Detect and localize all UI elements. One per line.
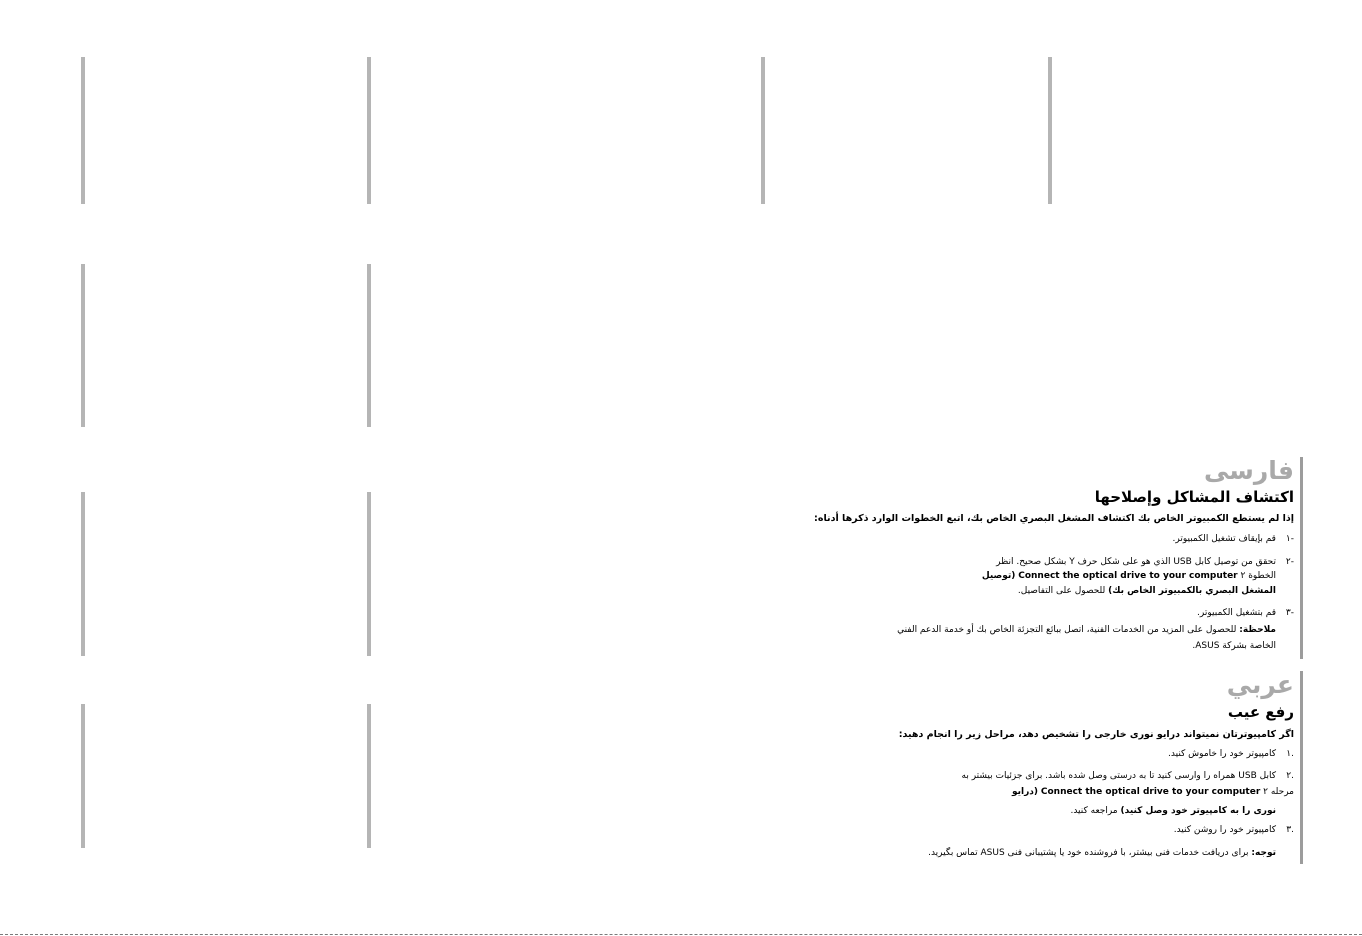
column-divider-bar	[367, 704, 371, 848]
column-divider-bar	[367, 492, 371, 656]
step-text	[1018, 586, 1276, 596]
step-tail-text: مراجعه كنيد.	[1070, 806, 1118, 816]
step-link-text: Connect the optical drive to your computer	[1040, 787, 1261, 797]
column-divider-bar	[367, 264, 371, 427]
column-divider-bar	[367, 57, 371, 204]
step-text	[982, 571, 1276, 581]
farsi-section	[814, 456, 1294, 659]
step-prefix: الخطوة ٢	[1240, 571, 1276, 581]
step-text: كامپيوتر خود را روشن كنيد.	[1173, 825, 1276, 835]
step-text: قم بتشغيل الكمبيوتر.	[1197, 608, 1276, 618]
column-divider-bar	[81, 492, 85, 656]
step-number: .١	[1286, 749, 1294, 759]
note-text: الخاصة بشركة ASUS.	[1192, 641, 1276, 651]
note-label: ملاحظة:	[1239, 625, 1276, 635]
intro-text: إذا لم يستطع الكمبيوتر الخاص بك اكتشاف المشغل البصري الخاص بك، اتبع الخطوات الوارد ذكرها أدناه:	[814, 513, 1294, 524]
section-accent-bar	[1300, 457, 1303, 659]
step-bold-text: (توصيل	[981, 571, 1016, 581]
step-number: .٣	[1286, 825, 1294, 835]
step-prefix: مرحله ٢	[1263, 787, 1294, 797]
note-body: برای دريافت خدمات فنی بيشتر، با فروشنده خود يا پشتيبانی فنی ASUS تماس بگيريد.	[928, 848, 1249, 858]
column-divider-bar	[761, 57, 765, 204]
intro-text: اگر كامپيوترتان نميتواند درايو نوری خارجی را تشخيص دهد، مراحل زير را انجام دهيد:	[898, 729, 1294, 740]
section-heading: رفع عيب	[1227, 703, 1294, 721]
note-body: للحصول على المزيد من الخدمات الفنية، اتصل ببائع التجزئة الخاص بك أو خدمة الدعم الفني	[897, 625, 1237, 635]
arabic-section	[900, 671, 1294, 864]
column-divider-bar	[81, 264, 85, 427]
step-bold-text: نوری را به كامپيوتر خود وصل كنيد)	[1120, 806, 1276, 816]
column-divider-bar	[81, 57, 85, 204]
step-bold-text: المشغل البصري بالكمبيوتر الخاص بك)	[1108, 586, 1276, 596]
language-label: عربي	[1226, 670, 1294, 699]
column-divider-bar	[81, 704, 85, 848]
column-divider-bar	[1048, 57, 1052, 204]
step-text: كامپيوتر خود را خاموش كنيد.	[1168, 749, 1276, 759]
step-text: قم بإيقاف تشغيل الكمبيوتر.	[1172, 534, 1276, 544]
step-text	[1070, 806, 1276, 816]
step-bold-text: (درايو	[1011, 787, 1039, 797]
step-number: .٢	[1286, 771, 1294, 781]
step-number: -٢	[1285, 557, 1294, 567]
step-tail-text: للحصول على التفاصيل.	[1017, 586, 1106, 596]
step-number: -١	[1285, 534, 1294, 544]
step-link-text: Connect the optical drive to your computer	[1018, 571, 1238, 581]
section-heading: اكتشاف المشاكل وإصلاحها	[1094, 488, 1294, 506]
step-number: -٣	[1285, 608, 1294, 618]
step-text	[1012, 787, 1294, 797]
step-text: تحقق من توصيل كابل USB الذي هو على شكل حرف Y بشكل صحيح. انظر	[996, 557, 1276, 567]
language-label: فارسی	[1203, 456, 1294, 485]
note-text	[897, 625, 1276, 635]
note-label: توجه:	[1251, 848, 1276, 858]
section-accent-bar	[1300, 671, 1303, 864]
note-text	[928, 848, 1276, 858]
step-text: كابل USB همراه را وارسی كنيد تا به درستی وصل شده باشد. برای جزئيات بيشتر به	[961, 771, 1276, 781]
